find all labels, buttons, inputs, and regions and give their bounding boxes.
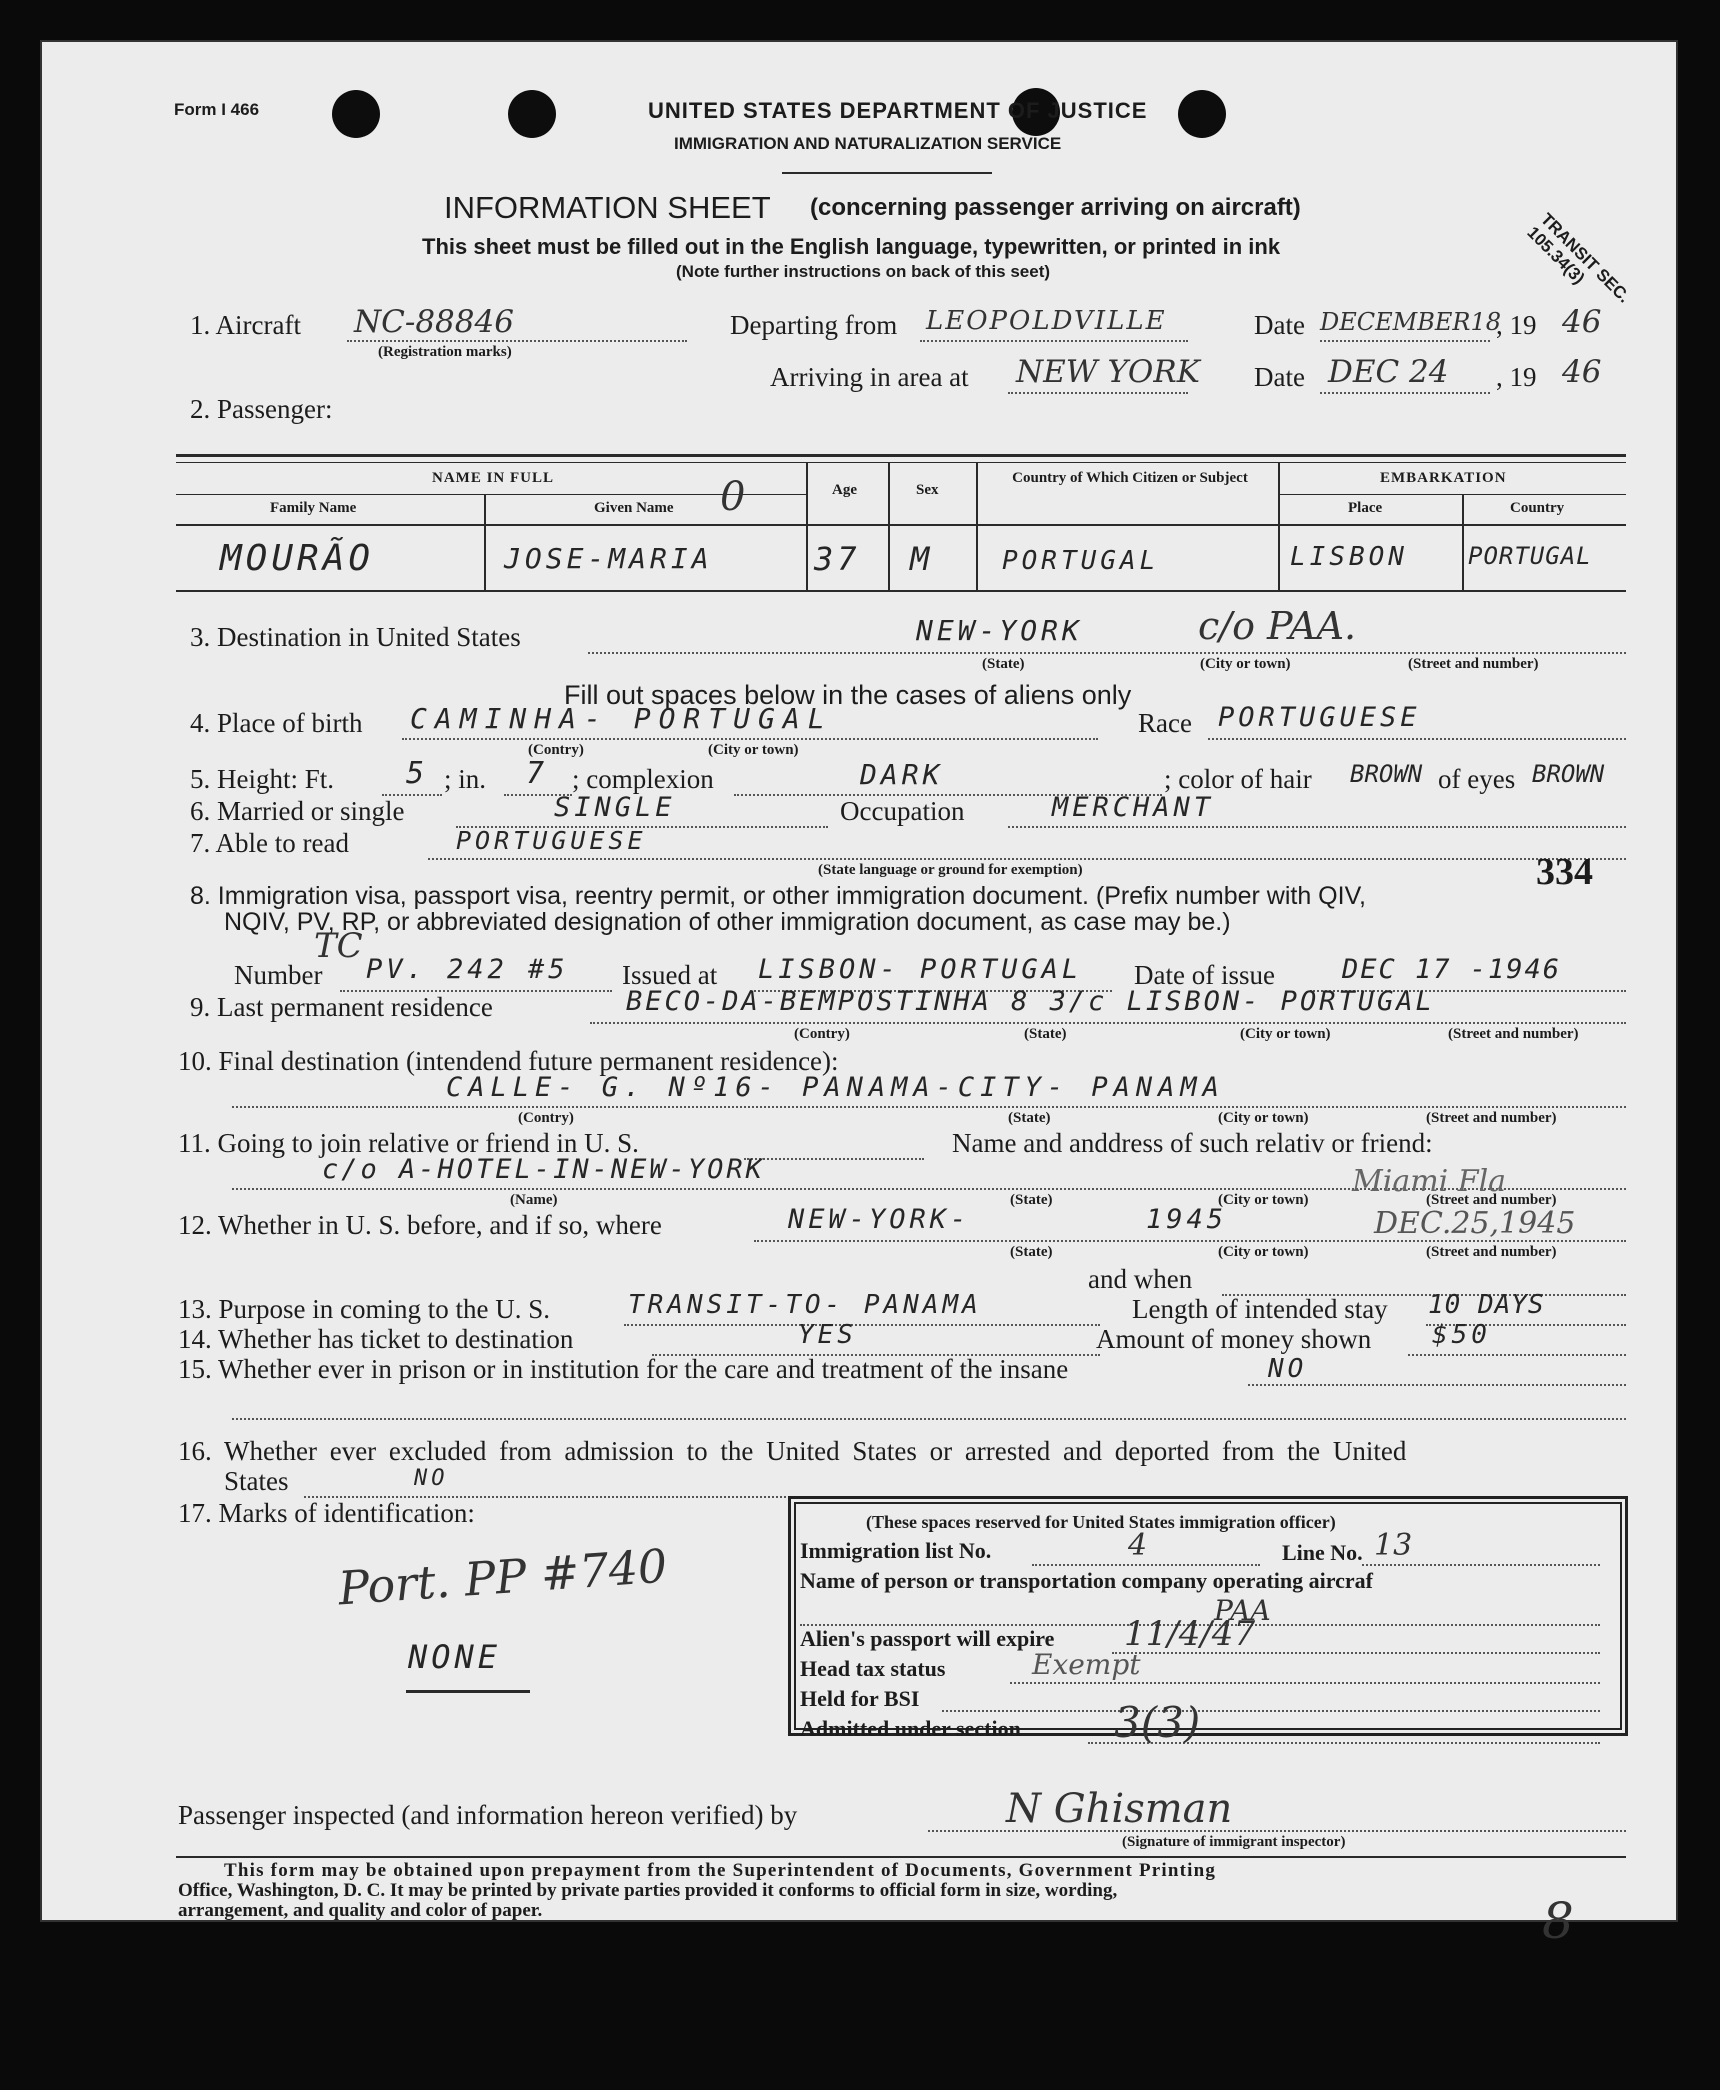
- visa-text-2: NQIV, PV, RP, or abbreviated designation of other immigration document, as case may be.): [224, 908, 1231, 936]
- passport-expire-value: 11/4/47: [1124, 1614, 1256, 1654]
- punch-hole: [508, 90, 556, 138]
- age-value: 37: [814, 540, 861, 578]
- ticket-label: 14. Whether has ticket to destination: [178, 1324, 574, 1354]
- header-place: Place: [1348, 500, 1383, 516]
- final-destination-value: CALLE- G. Nº16- PANAMA-CITY- PANAMA: [446, 1072, 1225, 1103]
- relative-value: c/o A-HOTEL-IN-NEW-YORK: [322, 1154, 765, 1185]
- issued-value: LISBON- PORTUGAL: [758, 954, 1083, 985]
- race-value: PORTUGUESE: [1218, 702, 1421, 733]
- line-number-value: 13: [1374, 1528, 1413, 1563]
- visa-number-value: PV. 242 #5: [366, 954, 569, 985]
- money-label: Amount of money shown: [1096, 1324, 1372, 1354]
- embark-place-value: LISBON: [1290, 542, 1408, 572]
- when-label: and when: [1088, 1264, 1193, 1294]
- before-where: NEW-YORK-: [788, 1204, 971, 1235]
- height-ft: 5: [406, 756, 429, 791]
- aliens-note: Fill out spaces below in the cases of aliens only: [564, 680, 1132, 710]
- relative-extra: Miami Fla: [1352, 1164, 1507, 1199]
- married-value: SINGLE: [554, 792, 676, 823]
- relative-label: 11. Going to join relative or friend in U. S.: [178, 1128, 639, 1158]
- hair-value: BROWN: [1350, 760, 1423, 788]
- departing-value: LEOPOLDVILLE: [926, 306, 1167, 336]
- header-name-in-full: NAME IN FULL: [432, 470, 555, 486]
- header-age: Age: [832, 482, 857, 498]
- immigration-list-value: 4: [1128, 1528, 1148, 1563]
- money-value: $50: [1432, 1320, 1491, 1350]
- arriving-label: Arriving in area at: [770, 362, 969, 392]
- departure-year: 46: [1562, 304, 1602, 340]
- given-name-value: JOSE-MARIA: [504, 542, 713, 575]
- residence-value: BECO-DA-BEMPOSTINHA 8 3/c LISBON- PORTUGAL: [626, 986, 1435, 1017]
- married-label: 6. Married or single: [190, 796, 405, 826]
- prison-label: 15. Whether ever in prison or in institution for the care and treatment of the insane: [178, 1354, 1069, 1384]
- instruction-text: This sheet must be filled out in the English language, typewritten, or printed in ink: [422, 234, 1281, 259]
- occupation-label: Occupation: [840, 796, 965, 826]
- punch-hole: [1178, 90, 1226, 138]
- page-mark: 8: [1542, 1892, 1574, 1950]
- destination-label: 3. Destination in United States: [190, 622, 521, 652]
- header-given-name: Given Name: [594, 500, 674, 516]
- inspection-label: Passenger inspected (and information hereon verified) by: [178, 1800, 798, 1830]
- before-date: DEC.25,1945: [1374, 1206, 1576, 1241]
- marks-value-1: Port. PP #740: [336, 1538, 669, 1616]
- stay-value: 10 DAYS: [1428, 1290, 1545, 1320]
- date-of-issue-label: Date of issue: [1134, 960, 1275, 990]
- stay-label: Length of intended stay: [1132, 1294, 1388, 1324]
- sex-value: M: [910, 540, 934, 578]
- instruction-note: (Note further instructions on back of this seet): [676, 262, 1051, 281]
- citizen-country-value: PORTUGAL: [1002, 546, 1160, 576]
- header-embarkation: EMBARKATION: [1380, 470, 1507, 486]
- ticket-value: YES: [798, 1320, 857, 1350]
- date-of-issue-value: DEC 17 -1946: [1342, 954, 1562, 985]
- height-label: 5. Height: Ft.: [190, 764, 335, 794]
- footer-line-2: Office, Washington, D. C. It may be printed by private parties provided it conforms to official form in size, wording,: [178, 1880, 1118, 1901]
- date-label: Date: [1254, 310, 1305, 340]
- department-title: UNITED STATES DEPARTMENT OF JUSTICE: [648, 98, 1148, 123]
- header-country-citizen: Country of Which Citizen or Subject: [1012, 470, 1248, 486]
- punch-hole: [332, 90, 380, 138]
- residence-label: 9. Last permanent residence: [190, 992, 493, 1022]
- visa-number-mark: TC: [314, 926, 363, 966]
- admitted-section-value: 3(3): [1114, 1698, 1201, 1747]
- departing-label: Departing from: [730, 310, 898, 340]
- relative-name-label: Name and anddress of such relativ or friend:: [952, 1128, 1433, 1158]
- birth-value: CAMINHA- PORTUGAL: [410, 702, 833, 735]
- before-year: 1945: [1146, 1204, 1228, 1235]
- read-label: 7. Able to read: [190, 828, 349, 858]
- excluded-value: NO: [414, 1466, 449, 1491]
- family-name-value: MOURÃO: [220, 538, 375, 579]
- visa-text-1: 8. Immigration visa, passport visa, reentry permit, or other immigration document. (Prefix number with QIV,: [190, 882, 1366, 910]
- race-label: Race: [1138, 708, 1192, 738]
- destination-state: NEW-YORK: [916, 614, 1083, 647]
- given-name-mark: 0: [720, 474, 746, 520]
- purpose-label: 13. Purpose in coming to the U. S.: [178, 1294, 550, 1324]
- aircraft-value: NC-88846: [354, 304, 514, 340]
- before-label: 12. Whether in U. S. before, and if so, where: [178, 1210, 662, 1240]
- departure-date: DECEMBER18: [1320, 308, 1501, 336]
- height-in: 7: [526, 756, 549, 791]
- service-title: IMMIGRATION AND NATURALIZATION SERVICE: [674, 134, 1062, 153]
- issued-label: Issued at: [622, 960, 718, 990]
- footer-line-1: This form may be obtained upon prepayment from the Superintendent of Documents, Government Printing: [224, 1860, 1217, 1881]
- footer-line-3: arrangement, and quality and color of paper.: [178, 1900, 543, 1921]
- marks-value-2: NONE: [408, 1638, 502, 1676]
- company-value: PAA: [1214, 1594, 1271, 1627]
- passenger-label: 2. Passenger:: [190, 394, 333, 424]
- complexion-value: DARK: [860, 758, 944, 791]
- form-sheet: Form I 466 UNITED STATES DEPARTMENT OF JUSTICE IMMIGRATION AND NATURALIZATION SERVICE INFORMATION SHEET (concerning passenger arriving on aircraft) This sheet must be filled out in the English language, typewritten, or printed in ink (Note further instructions on back of this seet) TRANSIT SEC. 105.34(3) 1. Aircraft NC-88846 (Registration marks) Departing from LEOPOLDVILLE Date DECEMBER18 , 19 46 Arriving in area at NEW YORK Date DEC 24 , 19 46 2. Passenger: NAME IN FULL Family Name Given Name Age Sex Country of Which Citizen or Subject EMBARKATION Place Country MOURÃO JOSE-MARIA 0 37 M PORTUGAL LISBON PORTUGAL 3. Destination in United States NEW-YORK c/o PAA. (State) (City or town) (Street and number) Fill out spaces below in the cases of aliens only 4. Place of birth CAMINHA- PORTUGAL Race PORTUGUESE (Contry) (City or town) 5. Height: Ft. 5 ; in. 7 ; complexion DARK ; color of hair BROWN of eyes BROWN 6. Married or single SINGLE Occupation MERCHANT 7. Able to read PORTUGUESE (State language or ground for exemption) 334 8. Immigration visa, passport visa, reentry permit, or other immigration document. (Prefix number with QIV, NQIV, PV, RP, or abbreviated designation of other immigration document, as case may be.) TC Number PV. 242 #5 Issued at LISBON- PORTUGAL Date of issue DEC 17 -1946 9. Last permanent residence BECO-DA-BEMPOSTINHA 8 3/c LISBON- PORTUGAL (Contry) (State) (City or town) (Street and number) 10. Final destination (intendend future permanent residence): CALLE- G. Nº16- PANAMA-CITY- PANAMA (Contry) (State) (City or town) (Street and number) 11. Going to join relative or friend in U. S. Name and anddress of such relativ or friend: c/o A-HOTEL-IN-NEW-YORK Miami Fla (Name) (State) (City or town) (Street and number) 12. Whether in U. S. before, and if so, where NEW-YORK- 1945 DEC.25,1945 (State) (City or town) (Street and number) and when 13. Purpose in coming to the U. S. TRANSIT-TO- PANAMA Length of intended stay 10 DAYS 14. Whether has ticket to destination YES Amount of money shown $50 15. Whether ever in prison or in institution for the care and treatment of the insane NO 16. Whether ever excluded from admission to the United States or arrested and deported from the United States NO 17. Marks of identification: Port. PP #740 NONE (These spaces reserved for United States immigration officer) Immigration list No. 4 Line No. 13 Name of person or transportation company operating aircraf PAA Alien's passport will expire 11/4/47 Head tax status Exempt Held for BSI Admitted under section 3(3) Passenger inspected (and information hereon verified) by N Ghisman (Signature of immigrant inspector) This form may be obtained upon prepayment from the Superintendent of Documents, Government Printing Office, Washington, D. C. It may be printed by private parties provided it conforms to official form in size, wording, arrangement, and quality and color of paper. 8: [42, 42, 1676, 1920]
- header-family-name: Family Name: [270, 500, 357, 516]
- page-title: INFORMATION SHEET: [444, 190, 771, 225]
- aircraft-label: 1. Aircraft: [190, 310, 301, 340]
- final-destination-label: 10. Final destination (intendend future permanent residence):: [178, 1046, 839, 1076]
- transit-stamp: TRANSIT SEC. 105.34(3): [1523, 209, 1634, 307]
- marks-label: 17. Marks of identification:: [178, 1498, 475, 1528]
- header-country: Country: [1510, 500, 1565, 516]
- eyes-value: BROWN: [1532, 760, 1605, 788]
- head-tax-value: Exempt: [1032, 1648, 1141, 1681]
- read-value: PORTUGUESE: [456, 826, 647, 855]
- purpose-value: TRANSIT-TO- PANAMA: [628, 1290, 982, 1320]
- arriving-value: NEW YORK: [1016, 354, 1200, 390]
- embark-country-value: PORTUGAL: [1468, 542, 1592, 570]
- inspector-signature: N Ghisman: [1006, 1786, 1233, 1832]
- visa-stamp-number: 334: [1536, 851, 1593, 893]
- excluded-label-1: 16. Whether ever excluded from admission to the United States or arrested and deported from the United: [178, 1436, 1407, 1466]
- officer-box-title: (These spaces reserved for United States immigration officer): [866, 1512, 1336, 1532]
- birth-label: 4. Place of birth: [190, 708, 363, 738]
- page-subtitle: (concerning passenger arriving on aircraft): [810, 194, 1301, 221]
- prison-value: NO: [1268, 1354, 1308, 1384]
- header-sex: Sex: [916, 482, 939, 498]
- arrival-year: 46: [1562, 354, 1602, 390]
- registration-caption: (Registration marks): [378, 344, 512, 360]
- occupation-value: MERCHANT: [1052, 792, 1215, 823]
- destination-city: c/o PAA.: [1198, 604, 1357, 648]
- visa-number-label: Number: [234, 960, 323, 990]
- form-number: Form I 466: [174, 100, 260, 119]
- excluded-label-2: States: [224, 1466, 289, 1496]
- arrival-date: DEC 24: [1328, 354, 1449, 390]
